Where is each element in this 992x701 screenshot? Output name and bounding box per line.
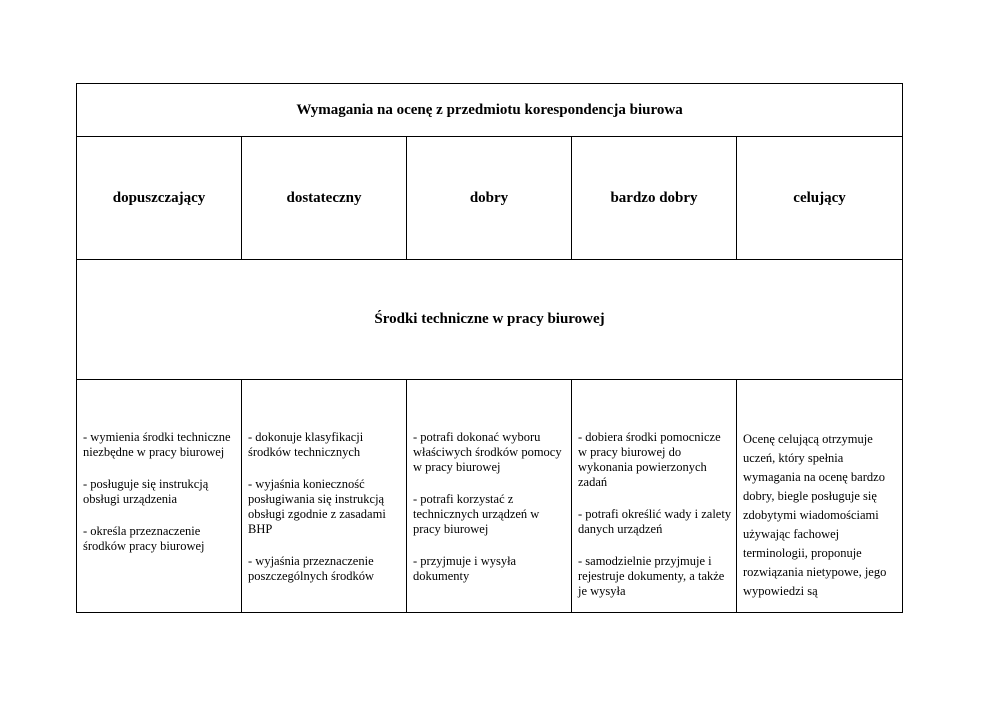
- requirement-item: - dokonuje klasyfikacji środków technicznych: [248, 430, 364, 459]
- requirement-paragraph: Ocenę celującą otrzymuje uczeń, który spełnia wymagania na ocenę bardzo dobry, biegle posługuje się zdobytymi wiadomościami używając fachowej terminologii, proponuje rozwiązania nietypowe, jego wypowiedzi są: [743, 432, 887, 598]
- requirement-item: - określa przeznaczenie środków pracy biurowej: [83, 524, 205, 553]
- grade-header-dostateczny: dostateczny: [242, 137, 407, 260]
- requirement-item: - wyjaśnia przeznaczenie poszczególnych środków: [248, 554, 375, 583]
- content-row: [77, 380, 903, 613]
- requirement-item: - wyjaśnia konieczność posługiwania się instrukcją obsługi zgodnie z zasadami BHP: [248, 477, 386, 536]
- grade-header-dobry: dobry: [407, 137, 572, 260]
- content-cell-dopuszczajacy: [77, 380, 242, 613]
- grades-row: [77, 137, 903, 260]
- requirements-table: [76, 83, 903, 613]
- title-row: [77, 84, 903, 137]
- content-cell-dostateczny: [242, 380, 407, 613]
- content-cell-bardzo-dobry: [572, 380, 737, 613]
- requirement-item: - przyjmuje i wysyła dokumenty: [413, 554, 517, 583]
- section-title: Środki techniczne w pracy biurowej: [77, 260, 903, 380]
- grade-header-celujacy: celujący: [737, 137, 903, 260]
- grade-header-bardzo-dobry: bardzo dobry: [572, 137, 737, 260]
- requirement-item: - dobiera środki pomocnicze w pracy biurowej do wykonania powierzonych zadań: [578, 430, 721, 489]
- content-cell-celujacy: [737, 380, 903, 613]
- content-cell-dobry: [407, 380, 572, 613]
- requirement-item: - potrafi określić wady i zalety danych urządzeń: [578, 507, 732, 536]
- requirement-item: - samodzielnie przyjmuje i rejestruje dokumenty, a także je wysyła: [578, 554, 725, 598]
- requirement-item: - wymienia środki techniczne niezbędne w pracy biurowej: [83, 430, 231, 459]
- requirement-item: - potrafi dokonać wyboru właściwych środków pomocy w pracy biurowej: [413, 430, 562, 474]
- table-title: Wymagania na ocenę z przedmiotu korespondencja biurowa: [77, 84, 903, 137]
- section-row: [77, 260, 903, 380]
- requirement-item: - posługuje się instrukcją obsługi urządzenia: [83, 477, 209, 506]
- requirement-item: - potrafi korzystać z technicznych urządzeń w pracy biurowej: [413, 492, 540, 536]
- grade-header-dopuszczajacy: dopuszczający: [77, 137, 242, 260]
